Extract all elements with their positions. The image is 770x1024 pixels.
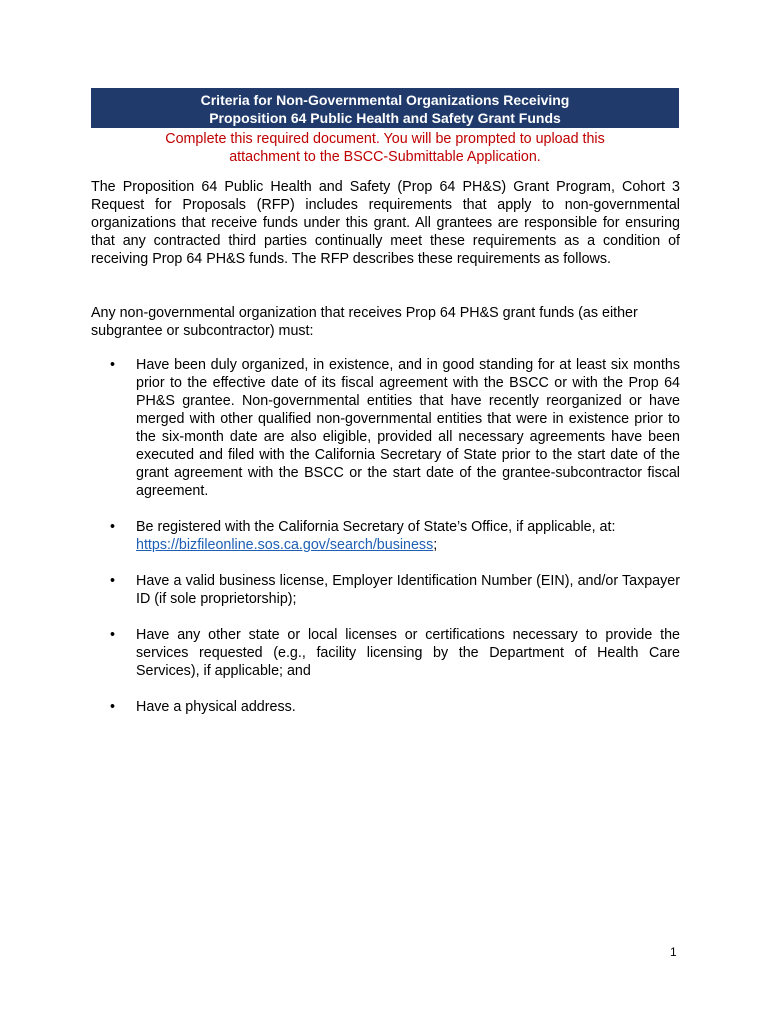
intro-paragraph: The Proposition 64 Public Health and Safety (Prop 64 PH&S) Grant Program, Cohort 3 Request for Proposals (RFP) includes requirements that apply to non-governmental organizations that receive funds under this grant. All grantees are responsible for ensuring that any contracted third parties continually meet these requirements as a condition of receiving Prop 64 PH&S funds. The RFP describes these requirements as follows. — [91, 179, 680, 267]
title-line-1: Criteria for Non-Governmental Organizations Receiving — [200, 92, 570, 108]
list-item-text: Have any other state or local licenses or certifications necessary to provide the services requested (e.g., facility licensing by the Department of Health Care Services), if applicable; and — [136, 627, 680, 679]
bullet-icon: • — [110, 627, 116, 643]
list-item — [91, 518, 680, 554]
list-item-text: Have been duly organized, in existence, and in good standing for at least six months prior to the effective date of its fiscal agreement with the BSCC or with the Prop 64 PH&S grantee. Non-governmental entities that have recently reorganized or have merged with other qualified non-governmental entities that were in existence prior to the six-month date are also eligible, provided all necessary agreements have been executed and filed with the California Secretary of State prior to the start date of the grant agreement with the BSCC or the start date of the grantee-subcontractor fiscal agreement. — [136, 357, 680, 499]
notice-line-1: Complete this required document. You will be prompted to upload this — [165, 131, 605, 147]
list-item — [91, 698, 680, 716]
list-item — [91, 626, 680, 680]
list-item-text: Be registered with the California Secretary of State’s Office, if applicable, at: — [136, 519, 616, 535]
bullet-icon: • — [110, 573, 116, 589]
requirements-list — [91, 356, 680, 716]
list-item — [91, 356, 680, 500]
link-suffix: ; — [433, 537, 438, 553]
list-item-text: Have a valid business license, Employer Identification Number (EIN), and/or Taxpayer ID (if sole proprietorship); — [136, 573, 680, 607]
bullet-icon: • — [110, 699, 116, 715]
notice-line-2: attachment to the BSCC-Submittable Application. — [229, 149, 541, 165]
upload-notice — [91, 130, 679, 166]
title-banner — [91, 88, 679, 128]
bullet-icon: • — [110, 357, 116, 373]
list-item-text: Have a physical address. — [136, 699, 296, 715]
page-number: 1 — [670, 945, 677, 959]
bullet-icon: • — [110, 519, 116, 535]
list-item — [91, 572, 680, 608]
lead-in-paragraph: Any non-governmental organization that receives Prop 64 PH&S grant funds (as either subgrantee or subcontractor) must: — [91, 305, 638, 339]
bizfile-link[interactable]: https://bizfileonline.sos.ca.gov/search/business — [136, 537, 434, 553]
title-line-2: Proposition 64 Public Health and Safety Grant Funds — [209, 110, 561, 126]
